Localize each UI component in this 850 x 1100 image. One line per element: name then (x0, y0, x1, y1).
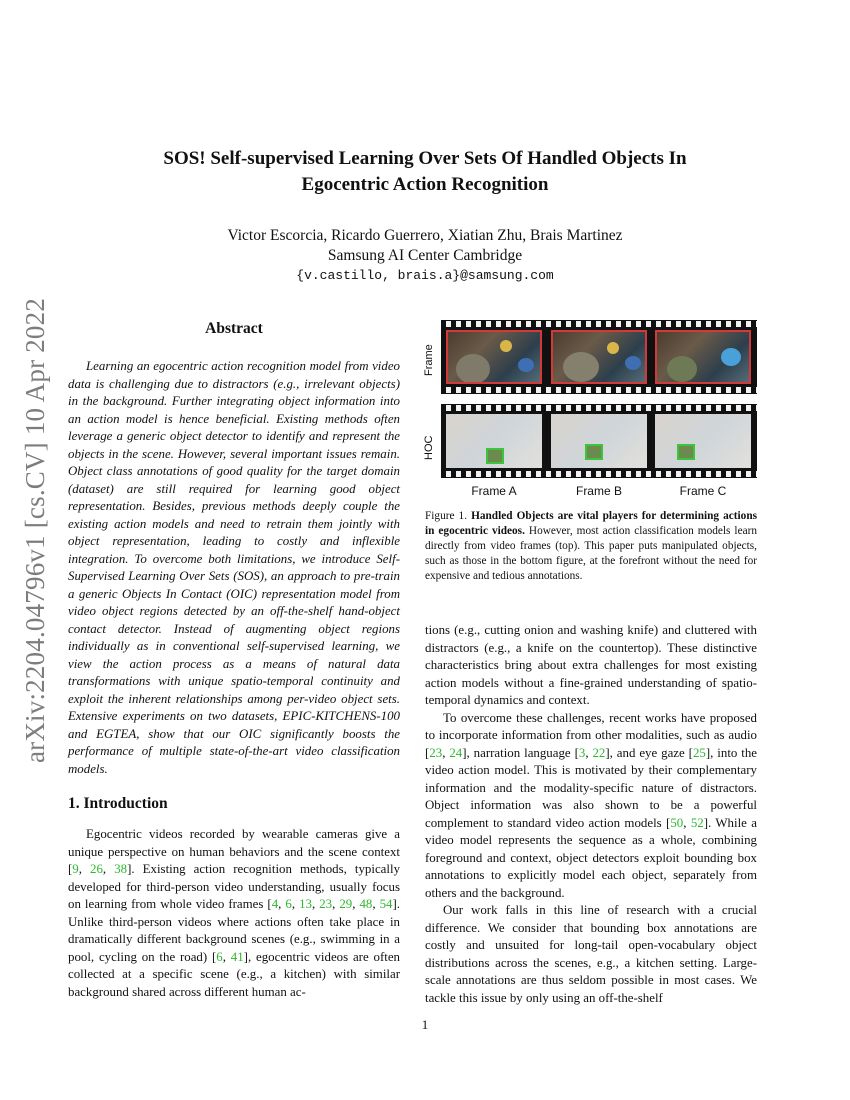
arxiv-watermark: arXiv:2204.04796v1 [cs.CV] 10 Apr 2022 (20, 297, 51, 763)
row-label-frame: Frame (423, 344, 435, 376)
film-perforations (441, 471, 757, 477)
citation-link[interactable]: 41 (230, 949, 244, 964)
author-block (120, 226, 730, 286)
citation-link[interactable]: 6 (216, 949, 223, 964)
object-shape (607, 342, 619, 354)
citation-link[interactable]: 6 (285, 897, 292, 911)
object-shape (625, 356, 641, 370)
citation-link[interactable]: 52 (690, 815, 704, 830)
object-bounding-box (677, 444, 695, 460)
citation-link[interactable]: 24 (449, 745, 463, 760)
citation-link[interactable]: 13 (299, 897, 312, 911)
object-shape (721, 348, 741, 366)
caption-text: Figure 1. Handled Objects are vital players for determining actions in egocentric videos. However, most action classification models learn directly from video frames (top). This paper puts manipulated objects, such as those in the bottom figure, at the forefront without the need for expensive and tedious annotations. (425, 510, 758, 582)
film-perforations (441, 405, 757, 411)
paper-title: SOS! Self-supervised Learning Over Sets Of Handled Objects In Egocentric Action Recognition (163, 148, 687, 195)
abstract-text: Learning an egocentric action recognition model from video data is challenging due to distractors (e.g., irrelevant objects) in the background. Further integrating object information into an action model is hence beneficial. Existing methods often leverage a generic object detector to identify and represent the objects in the scene. However, several important issues remain. Object class annotations of good quality for the target domain (dataset) are still required for learning good object representation. Besides, previous methods deeply couple the existing action models and need to retrain them jointly with object representation, leading to costly and inflexible integration. To overcome both limitations, we introduce Self-Supervised Learning Over Sets (SOS), an approach to pre-train a generic Objects In Contact (OIC) representation model from video object regions detected by an off-the-shelf hand-object contact detector. Instead of augmenting object regions individually as in conventional self-supervised learning, we view the action process as a means of natural data transformations with unique spatio-temporal continuity and exploit the inherent relationships among per-video object sets. Extensive experiments on two datasets, EPIC-KITCHENS-100 and EGTEA, show that our OIC significantly boosts the performance of multiple state-of-the-art video classification models. (68, 359, 400, 776)
film-perforations (441, 321, 757, 327)
video-frame-c (655, 330, 751, 384)
abstract-heading: Abstract (205, 320, 263, 337)
author-names: Victor Escorcia, Ricardo Guerrero, Xiatian Zhu, Brais Martinez (227, 227, 623, 244)
paragraph: Our work falls in this line of research with a crucial difference. We consider that bounding box annotations are costly and unsuited for long-tail open-vocabulary object distributions across the scenes, e.g., a kitchen setting. Large-scale annotations are thus seldom possible in most cases. We tackle this issue by only using an off-the-shelf (425, 903, 757, 1005)
row-label-hoc: HOC (423, 435, 435, 460)
citation-link[interactable]: 9 (72, 862, 79, 876)
object-bounding-box (486, 448, 504, 464)
object-shape (518, 358, 534, 372)
citation-link[interactable]: 38 (114, 862, 128, 876)
citation-link[interactable]: 54 (379, 897, 393, 911)
introduction-body (68, 826, 400, 1001)
hoc-frame-b (551, 414, 647, 468)
citation-link[interactable]: 23 (429, 745, 443, 760)
citation-link[interactable]: 48 (359, 897, 373, 911)
citation-link[interactable]: 23 (319, 897, 333, 911)
citation-link[interactable]: 50 (670, 815, 684, 830)
citation-link[interactable]: 22 (592, 745, 606, 760)
abstract-body (68, 358, 400, 778)
citation-link[interactable]: 3 (578, 745, 586, 760)
video-frame-b (551, 330, 647, 384)
frame-label-a: Frame A (471, 484, 517, 498)
figure-caption (425, 509, 757, 584)
citation-link[interactable]: 25 (692, 745, 706, 760)
citation-link[interactable]: 4 (271, 897, 279, 911)
frame-filmstrip (441, 320, 757, 394)
film-perforations (441, 387, 757, 393)
hoc-frame-a (446, 414, 542, 468)
intro-paragraph: Egocentric videos recorded by wearable cameras give a unique perspective on human behaviors and the scene context [9, 26, 38]. Existing action recognition methods, typically developed for third-person video understanding, usually focus on learning from whole video frames [4, 6, 13, 23, 29, 48, 54]. Unlike third-person videos where actions often take place in dramatically different background scenes (e.g., swimming in a pool, cycling on the road) [6, 41], egocentric videos are often collected at a specific scene (e.g., a kitchen) with similar background shared across different human ac- (68, 827, 401, 999)
figure-1 (425, 318, 757, 500)
paragraph: To overcome these challenges, recent works have proposed to incorporate information from other modalities, such as audio [23, 24], narration language [3, 22], and eye gaze [25], into the video action model. This is motivated by their complementary information and the modality-specific nature of distractors. Object information was also shown to be a powerful complement to standard video action models [50, 52]. While a video model represents the sequence as a whole, combining foreground and context, object detectors exploit bounding box annotations to explicitly model each object, separately from others and the background. (425, 710, 758, 900)
right-column-body (425, 622, 757, 1007)
object-bounding-box (585, 444, 603, 460)
citation-link[interactable]: 29 (339, 897, 353, 911)
pan-shape (667, 356, 697, 382)
page-number: 1 (421, 1017, 429, 1032)
email: {v.castillo, brais.a}@samsung.com (296, 268, 554, 283)
hoc-filmstrip (441, 404, 757, 478)
affiliation: Samsung AI Center Cambridge (327, 247, 523, 264)
paragraph: tions (e.g., cutting onion and washing knife) and cluttered with distractors (e.g., a knife on the countertop). These distinctive characteristics bring about extra challenges for most existing action models without a fine-grained understanding of spatio-temporal dynamics and context. (425, 623, 757, 707)
hoc-frame-c (655, 414, 751, 468)
pan-shape (563, 352, 599, 382)
object-shape (500, 340, 512, 352)
frame-label-b: Frame B (575, 484, 622, 498)
citation-link[interactable]: 26 (90, 862, 103, 876)
pan-shape (456, 354, 490, 384)
video-frame-a (446, 330, 542, 384)
introduction-heading: 1. Introduction (68, 795, 168, 812)
frame-label-c: Frame C (679, 484, 727, 498)
